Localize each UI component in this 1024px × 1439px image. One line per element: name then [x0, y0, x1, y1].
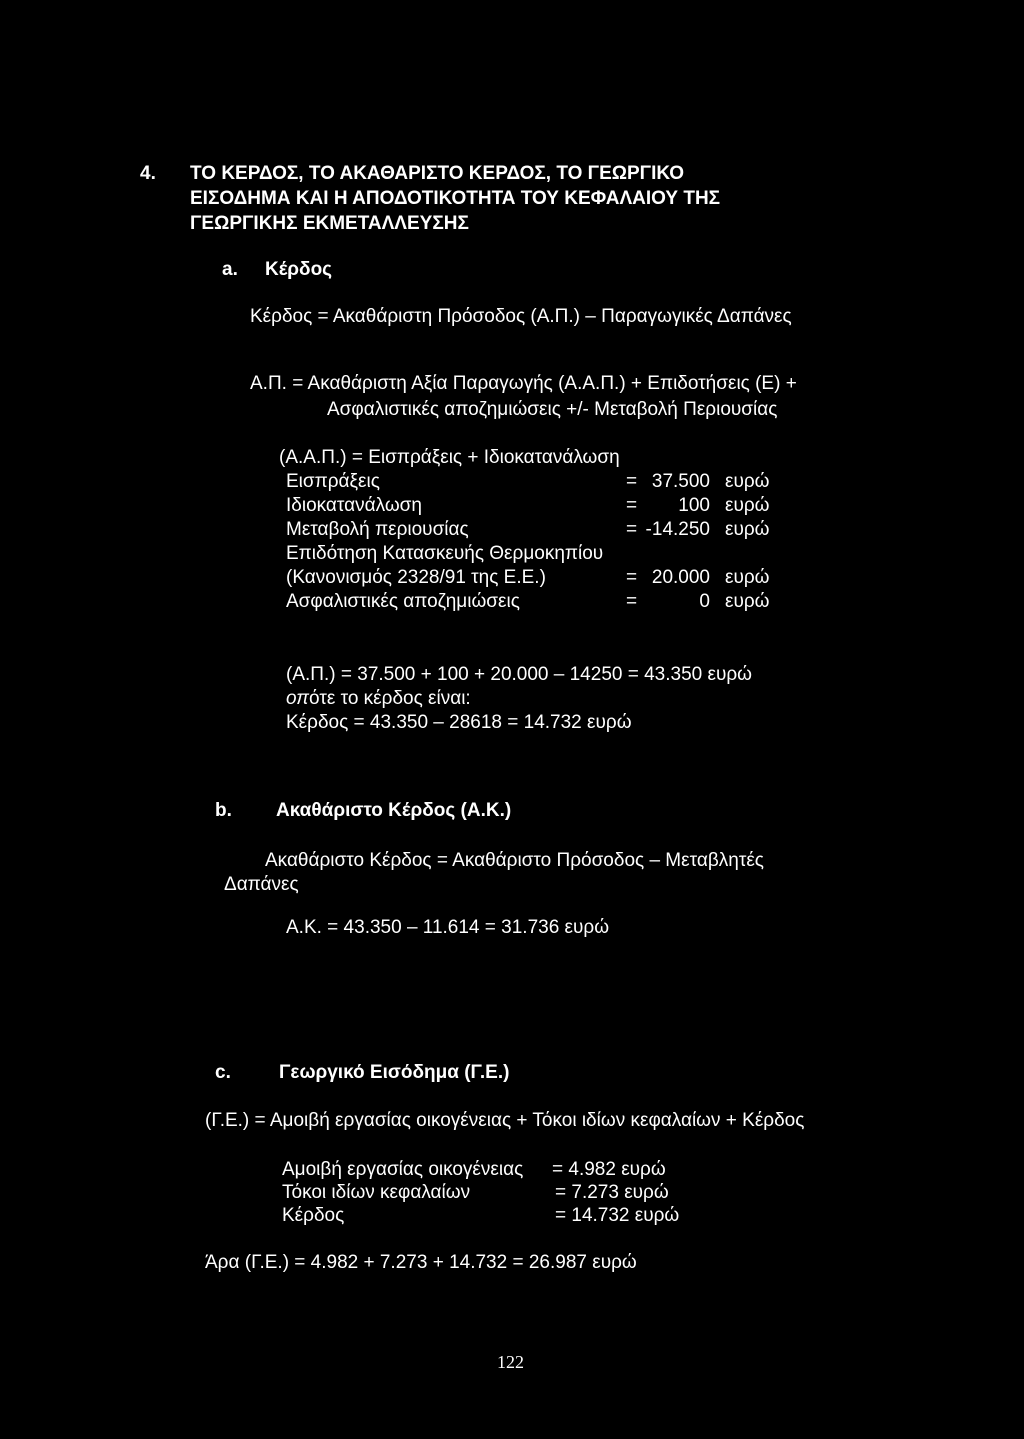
- part-b-heading: Ακαθάριστο Κέρδος (Α.Κ.): [276, 800, 512, 821]
- item-unit: ευρώ: [725, 567, 770, 588]
- item-label: Αμοιβή εργασίας οικογένειας: [282, 1159, 524, 1180]
- item-label: Μεταβολή περιουσίας: [286, 519, 469, 540]
- item-label: Εισπράξεις: [286, 471, 380, 492]
- item-unit: ευρώ: [725, 495, 770, 516]
- item-label: Ασφαλιστικές αποζημιώσεις: [286, 591, 520, 612]
- gross-revenue-definition-line-1: Α.Π. = Ακαθάριστη Αξία Παραγωγής (Α.Α.Π.) + Επιδοτήσεις (Ε) +: [250, 373, 797, 394]
- item-equals: =: [626, 519, 638, 540]
- so-profit-is-line: [286, 688, 471, 710]
- section-title-line-3: ΓΕΩΡΓΙΚΗΣ ΕΚΜΕΤΑΛΛΕΥΣΗΣ: [190, 213, 469, 234]
- item-equals: =: [626, 591, 638, 612]
- part-a-heading: Κέρδος: [265, 259, 333, 280]
- part-b-letter: b.: [215, 800, 232, 821]
- section-title-line-2: ΕΙΣΟΔΗΜΑ ΚΑΙ Η ΑΠΟΔΟΤΙΚΟΤΗΤΑ ΤΟΥ ΚΕΦΑΛΑΙΟΥ ΤΗΣ: [190, 188, 721, 209]
- gross-profit-formula-line-1: Ακαθάριστο Κέρδος = Ακαθάριστο Πρόσοδος – Μεταβλητές: [265, 850, 764, 871]
- gross-profit-formula-line-2: Δαπάνες: [224, 874, 299, 895]
- item-unit: ευρώ: [725, 519, 770, 540]
- gross-profit-calculation: Α.Κ. = 43.350 – 11.614 = 31.736 ευρώ: [286, 917, 610, 938]
- item-value: 0: [699, 591, 710, 612]
- so-rest: ότε το κέρδος είναι:: [309, 688, 471, 709]
- part-c-letter: c.: [215, 1062, 231, 1083]
- item-unit: ευρώ: [725, 471, 770, 492]
- part-a-letter: a.: [222, 259, 238, 280]
- item-equals: =: [626, 471, 638, 492]
- item-value: 100: [678, 495, 710, 516]
- item-value: 20.000: [651, 567, 710, 588]
- item-value: -14.250: [645, 519, 710, 540]
- item-equals: =: [626, 567, 638, 588]
- section-number: 4.: [140, 163, 156, 184]
- gross-revenue-calculation: (Α.Π.) = 37.500 + 100 + 20.000 – 14250 = 43.350 ευρώ: [286, 664, 753, 685]
- item-equals: =: [626, 495, 638, 516]
- part-c-heading: Γεωργικό Εισόδημα (Γ.Ε.): [279, 1062, 510, 1083]
- item-label: (Κανονισμός 2328/91 της Ε.Ε.): [286, 567, 546, 588]
- gross-production-definition: (Α.Α.Π.) = Εισπράξεις + Ιδιοκατανάλωση: [279, 447, 620, 468]
- item-value: = 14.732 ευρώ: [555, 1205, 680, 1226]
- item-label: Επιδότηση Κατασκευής Θερμοκηπίου: [286, 543, 604, 564]
- item-label: Τόκοι ιδίων κεφαλαίων: [282, 1182, 471, 1203]
- farm-income-result: Άρα (Γ.Ε.) = 4.982 + 7.273 + 14.732 = 26.987 ευρώ: [205, 1252, 637, 1273]
- item-label: Κέρδος: [282, 1205, 345, 1226]
- farm-income-formula: (Γ.Ε.) = Αμοιβή εργασίας οικογένειας + Τόκοι ιδίων κεφαλαίων + Κέρδος: [205, 1110, 805, 1131]
- item-label: Ιδιοκατανάλωση: [286, 495, 422, 516]
- gross-revenue-definition-line-2: Ασφαλιστικές αποζημιώσεις +/- Μεταβολή Περιουσίας: [327, 399, 778, 420]
- profit-formula: Κέρδος = Ακαθάριστη Πρόσοδος (Α.Π.) – Παραγωγικές Δαπάνες: [250, 306, 792, 327]
- so-italic-prefix: οπ: [286, 688, 310, 709]
- item-value: 37.500: [651, 471, 710, 492]
- item-value: = 7.273 ευρώ: [555, 1182, 669, 1203]
- profit-calculation: Κέρδος = 43.350 – 28618 = 14.732 ευρώ: [286, 712, 632, 733]
- section-title-line-1: ΤΟ ΚΕΡΔΟΣ, ΤΟ ΑΚΑΘΑΡΙΣΤΟ ΚΕΡΔΟΣ, ΤΟ ΓΕΩΡΓΙΚΟ: [190, 163, 684, 184]
- item-unit: ευρώ: [725, 591, 770, 612]
- page-number: 122: [497, 1352, 524, 1372]
- item-value: = 4.982 ευρώ: [552, 1159, 666, 1180]
